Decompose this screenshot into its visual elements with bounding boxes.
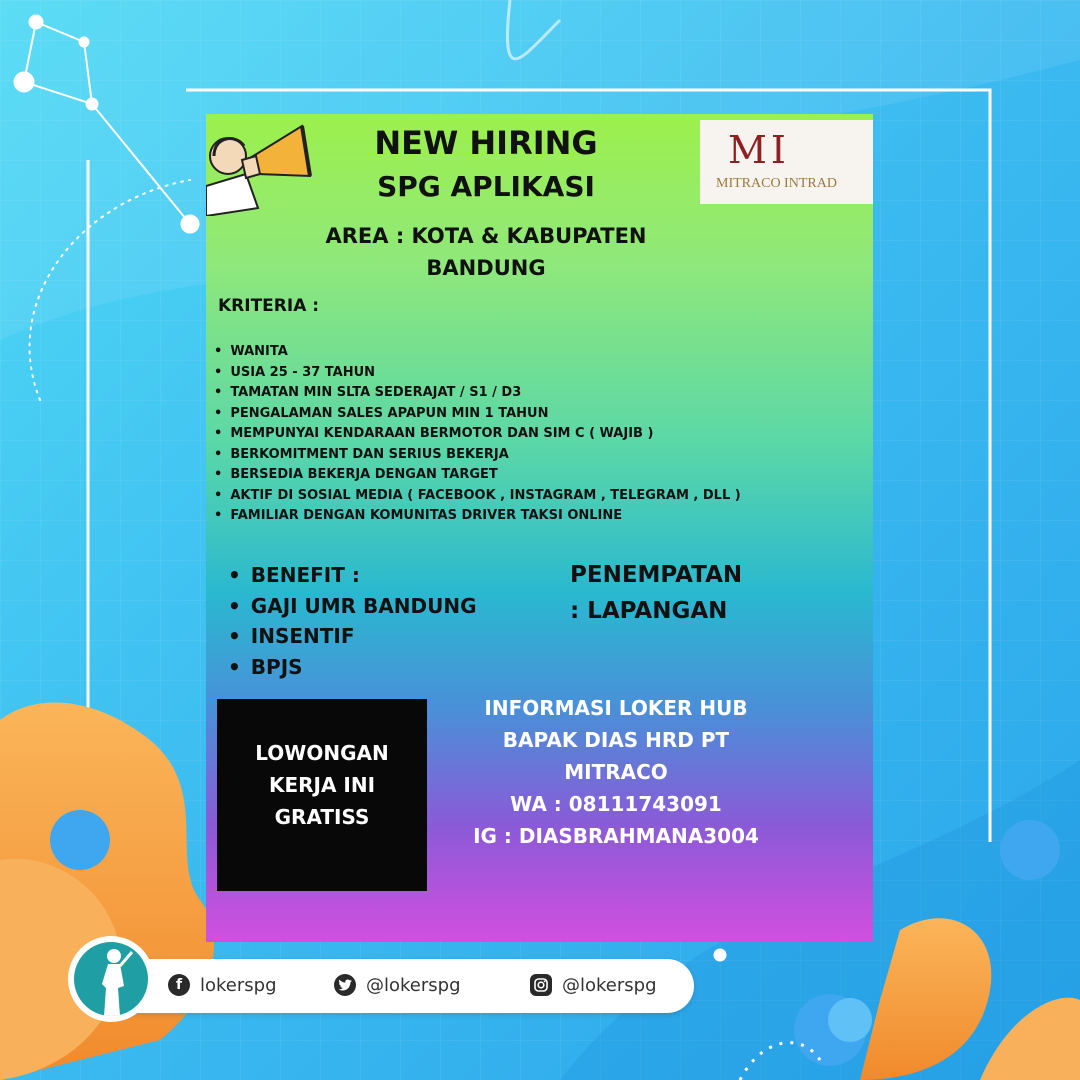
area-line-1: AREA : KOTA & KABUPATEN: [325, 224, 647, 248]
benefit-item: • INSENTIF: [228, 621, 477, 652]
instagram-handle: @lokerspg: [562, 974, 657, 996]
job-poster: [206, 114, 873, 942]
free-notice-line: GRATISS: [274, 805, 370, 829]
contact-line: BAPAK DIAS HRD PT: [502, 728, 730, 752]
twitter-handle: @lokerspg: [366, 974, 461, 996]
criteria-item: • BERKOMITMENT DAN SERIUS BEKERJA: [214, 445, 741, 466]
criteria-item: • WANITA: [214, 342, 741, 363]
job-title: SPG APLIKASI: [377, 170, 595, 203]
company-logo: [700, 120, 873, 204]
logo-mark: MI: [728, 128, 790, 172]
instagram-link[interactable]: [530, 970, 657, 1000]
criteria-item: • PENGALAMAN SALES APAPUN MIN 1 TAHUN: [214, 404, 741, 425]
free-notice-line: KERJA INI: [268, 773, 376, 797]
contact-instagram: IG : DIASBRAHMANA3004: [473, 824, 759, 848]
criteria-item: • BERSEDIA BEKERJA DENGAN TARGET: [214, 465, 741, 486]
placement-label: PENEMPATAN: [570, 562, 743, 588]
benefit-list: [228, 560, 477, 682]
instagram-icon: [530, 974, 552, 996]
criteria-item: • USIA 25 - 37 TAHUN: [214, 363, 741, 384]
facebook-icon: f: [168, 974, 190, 996]
benefit-item: • BPJS: [228, 652, 477, 683]
area-line-2: BANDUNG: [426, 256, 546, 280]
criteria-list: [214, 342, 741, 527]
free-notice-line: LOWONGAN: [255, 741, 389, 765]
contact-line: MITRACO: [564, 760, 668, 784]
benefit-item: • GAJI UMR BANDUNG: [228, 591, 477, 622]
headline: NEW HIRING: [374, 124, 598, 162]
criteria-item: • TAMATAN MIN SLTA SEDERAJAT / S1 / D3: [214, 383, 741, 404]
benefit-item: • BENEFIT :: [228, 560, 477, 591]
twitter-link[interactable]: [334, 970, 461, 1000]
contact-whatsapp: WA : 08111743091: [510, 792, 722, 816]
free-job-notice: [217, 699, 427, 891]
placement-value: : LAPANGAN: [570, 598, 728, 624]
criteria-item: • AKTIF DI SOSIAL MEDIA ( FACEBOOK , INSTAGRAM , TELEGRAM , DLL ): [214, 486, 741, 507]
criteria-heading: KRITERIA :: [218, 296, 320, 316]
logo-name: MITRACO INTRAD: [716, 176, 837, 191]
avatar: [68, 936, 154, 1022]
contact-line: INFORMASI LOKER HUB: [484, 696, 748, 720]
criteria-item: • MEMPUNYAI KENDARAAN BERMOTOR DAN SIM C ( WAJIB ): [214, 424, 741, 445]
criteria-item: • FAMILIAR DENGAN KOMUNITAS DRIVER TAKSI ONLINE: [214, 506, 741, 527]
facebook-handle: lokerspg: [200, 974, 277, 996]
twitter-icon: [334, 974, 356, 996]
facebook-link[interactable]: [168, 970, 277, 1000]
avatar-icon: [74, 942, 148, 1016]
